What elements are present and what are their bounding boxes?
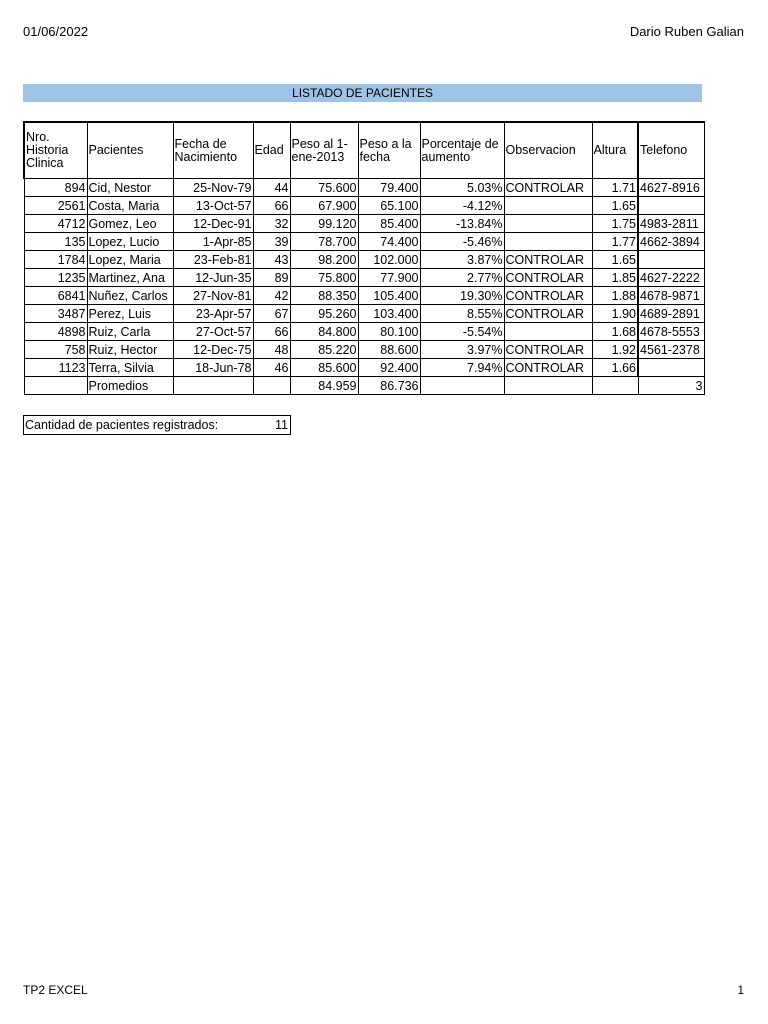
cell-peso-2013: 88.350	[290, 287, 358, 305]
cell-peso-fecha: 80.100	[358, 323, 420, 341]
table-header-row	[24, 122, 704, 179]
cell-porcentaje: 19.30%	[420, 287, 504, 305]
cell-fecha-nacimiento: 12-Dec-91	[173, 215, 253, 233]
table-row	[24, 233, 704, 251]
col-header-porcentaje: Porcentaje de aumento	[420, 122, 504, 179]
table-row	[24, 359, 704, 377]
cell-paciente: Nuñez, Carlos	[87, 287, 173, 305]
cell-historia: 135	[24, 233, 87, 251]
cell-historia: 894	[24, 179, 87, 197]
cell-edad: 66	[253, 197, 290, 215]
cell-peso-fecha: 65.100	[358, 197, 420, 215]
avg-cell-porcentaje	[420, 377, 504, 395]
cell-telefono: 4561-2378	[638, 341, 704, 359]
cell-paciente: Costa, Maria	[87, 197, 173, 215]
cell-peso-2013: 98.200	[290, 251, 358, 269]
cell-porcentaje: 8.55%	[420, 305, 504, 323]
cell-historia: 1123	[24, 359, 87, 377]
footer-page-number: 1	[737, 983, 744, 997]
cell-paciente: Lopez, Lucio	[87, 233, 173, 251]
cell-peso-2013: 85.220	[290, 341, 358, 359]
cell-peso-2013: 75.800	[290, 269, 358, 287]
cell-historia: 758	[24, 341, 87, 359]
avg-cell-peso-fecha: 86.736	[358, 377, 420, 395]
cell-altura: 1.68	[592, 323, 638, 341]
cell-telefono	[638, 251, 704, 269]
cell-edad: 48	[253, 341, 290, 359]
cell-peso-2013: 84.800	[290, 323, 358, 341]
cell-paciente: Cid, Nestor	[87, 179, 173, 197]
table-row	[24, 197, 704, 215]
col-header-telefono: Telefono	[638, 122, 704, 179]
header-date: 01/06/2022	[23, 24, 89, 39]
cell-edad: 32	[253, 215, 290, 233]
col-header-altura: Altura	[592, 122, 638, 179]
cell-historia: 3487	[24, 305, 87, 323]
cell-historia: 4712	[24, 215, 87, 233]
cell-altura: 1.90	[592, 305, 638, 323]
cell-porcentaje: -5.54%	[420, 323, 504, 341]
cell-altura: 1.75	[592, 215, 638, 233]
cell-observacion: CONTROLAR	[504, 359, 592, 377]
cell-porcentaje: 5.03%	[420, 179, 504, 197]
averages-row	[24, 377, 704, 395]
col-header-edad: Edad	[253, 122, 290, 179]
cell-paciente: Lopez, Maria	[87, 251, 173, 269]
cell-observacion: CONTROLAR	[504, 251, 592, 269]
cell-altura: 1.77	[592, 233, 638, 251]
cell-telefono: 4627-2222	[638, 269, 704, 287]
avg-cell-edad	[253, 377, 290, 395]
cell-fecha-nacimiento: 25-Nov-79	[173, 179, 253, 197]
cell-fecha-nacimiento: 1-Apr-85	[173, 233, 253, 251]
cell-telefono: 4627-8916	[638, 179, 704, 197]
cell-fecha-nacimiento: 12-Dec-75	[173, 341, 253, 359]
cell-historia: 4898	[24, 323, 87, 341]
table-row	[24, 323, 704, 341]
cell-edad: 44	[253, 179, 290, 197]
cell-paciente: Ruiz, Carla	[87, 323, 173, 341]
col-header-pacientes: Pacientes	[87, 122, 173, 179]
cell-altura: 1.66	[592, 359, 638, 377]
cell-observacion: CONTROLAR	[504, 287, 592, 305]
cell-peso-fecha: 102.000	[358, 251, 420, 269]
cell-telefono: 4678-9871	[638, 287, 704, 305]
cell-telefono: 4689-2891	[638, 305, 704, 323]
cell-telefono: 4678-5553	[638, 323, 704, 341]
cell-historia: 2561	[24, 197, 87, 215]
cell-peso-fecha: 88.600	[358, 341, 420, 359]
cell-paciente: Martinez, Ana	[87, 269, 173, 287]
cell-altura: 1.88	[592, 287, 638, 305]
cell-paciente: Perez, Luis	[87, 305, 173, 323]
patients-table	[23, 121, 705, 395]
cell-porcentaje: 3.97%	[420, 341, 504, 359]
cell-porcentaje: -4.12%	[420, 197, 504, 215]
table-row	[24, 305, 704, 323]
cell-edad: 39	[253, 233, 290, 251]
cell-historia: 1235	[24, 269, 87, 287]
avg-cell-peso-2013: 84.959	[290, 377, 358, 395]
cell-peso-fecha: 85.400	[358, 215, 420, 233]
cell-historia: 1784	[24, 251, 87, 269]
patient-count-box	[23, 415, 291, 435]
col-header-fecha-nacimiento: Fecha de Nacimiento	[173, 122, 253, 179]
cell-fecha-nacimiento: 27-Nov-81	[173, 287, 253, 305]
cell-observacion: CONTROLAR	[504, 179, 592, 197]
cell-porcentaje: -5.46%	[420, 233, 504, 251]
table-row	[24, 179, 704, 197]
cell-peso-2013: 75.600	[290, 179, 358, 197]
cell-telefono: 4662-3894	[638, 233, 704, 251]
patient-count-value: 11	[275, 418, 288, 432]
cell-observacion	[504, 233, 592, 251]
cell-observacion: CONTROLAR	[504, 341, 592, 359]
cell-fecha-nacimiento: 27-Oct-57	[173, 323, 253, 341]
cell-paciente: Gomez, Leo	[87, 215, 173, 233]
cell-altura: 1.65	[592, 251, 638, 269]
cell-observacion	[504, 323, 592, 341]
cell-peso-2013: 67.900	[290, 197, 358, 215]
cell-porcentaje: 2.77%	[420, 269, 504, 287]
cell-paciente: Ruiz, Hector	[87, 341, 173, 359]
cell-paciente: Terra, Silvia	[87, 359, 173, 377]
cell-fecha-nacimiento: 18-Jun-78	[173, 359, 253, 377]
cell-peso-fecha: 79.400	[358, 179, 420, 197]
cell-telefono: 4983-2811	[638, 215, 704, 233]
cell-telefono	[638, 197, 704, 215]
col-header-historia: Nro. Historia Clinica	[24, 122, 87, 179]
cell-peso-2013: 78.700	[290, 233, 358, 251]
cell-edad: 89	[253, 269, 290, 287]
cell-observacion	[504, 197, 592, 215]
cell-edad: 46	[253, 359, 290, 377]
cell-peso-2013: 99.120	[290, 215, 358, 233]
cell-fecha-nacimiento: 23-Feb-81	[173, 251, 253, 269]
avg-cell-altura	[592, 377, 638, 395]
table-row	[24, 251, 704, 269]
footer-sheet-name: TP2 EXCEL	[23, 983, 88, 997]
cell-peso-2013: 95.260	[290, 305, 358, 323]
cell-porcentaje: 3.87%	[420, 251, 504, 269]
cell-edad: 67	[253, 305, 290, 323]
cell-peso-fecha: 92.400	[358, 359, 420, 377]
table-row	[24, 269, 704, 287]
cell-altura: 1.71	[592, 179, 638, 197]
cell-telefono	[638, 359, 704, 377]
cell-observacion: CONTROLAR	[504, 269, 592, 287]
cell-historia: 6841	[24, 287, 87, 305]
cell-altura: 1.85	[592, 269, 638, 287]
cell-altura: 1.65	[592, 197, 638, 215]
cell-fecha-nacimiento: 12-Jun-35	[173, 269, 253, 287]
table-row	[24, 341, 704, 359]
cell-peso-fecha: 77.900	[358, 269, 420, 287]
cell-edad: 42	[253, 287, 290, 305]
table-row	[24, 287, 704, 305]
avg-cell-historia	[24, 377, 87, 395]
avg-cell-paciente: Promedios	[87, 377, 173, 395]
cell-porcentaje: 7.94%	[420, 359, 504, 377]
col-header-observacion: Observacion	[504, 122, 592, 179]
patient-count-label: Cantidad de pacientes registrados:	[25, 418, 219, 432]
avg-cell-observacion	[504, 377, 592, 395]
cell-fecha-nacimiento: 13-Oct-57	[173, 197, 253, 215]
col-header-peso-2013: Peso al 1-ene-2013	[290, 122, 358, 179]
table-row	[24, 215, 704, 233]
cell-edad: 66	[253, 323, 290, 341]
table-title: LISTADO DE PACIENTES	[23, 84, 702, 102]
cell-observacion: CONTROLAR	[504, 305, 592, 323]
col-header-peso-fecha: Peso a la fecha	[358, 122, 420, 179]
cell-peso-fecha: 103.400	[358, 305, 420, 323]
cell-peso-fecha: 105.400	[358, 287, 420, 305]
avg-cell-fecha-nacimiento	[173, 377, 253, 395]
cell-fecha-nacimiento: 23-Apr-57	[173, 305, 253, 323]
cell-peso-fecha: 74.400	[358, 233, 420, 251]
cell-observacion	[504, 215, 592, 233]
avg-cell-telefono: 3	[638, 377, 704, 395]
cell-edad: 43	[253, 251, 290, 269]
cell-peso-2013: 85.600	[290, 359, 358, 377]
cell-porcentaje: -13.84%	[420, 215, 504, 233]
header-author: Dario Ruben Galian	[629, 24, 744, 39]
cell-altura: 1.92	[592, 341, 638, 359]
